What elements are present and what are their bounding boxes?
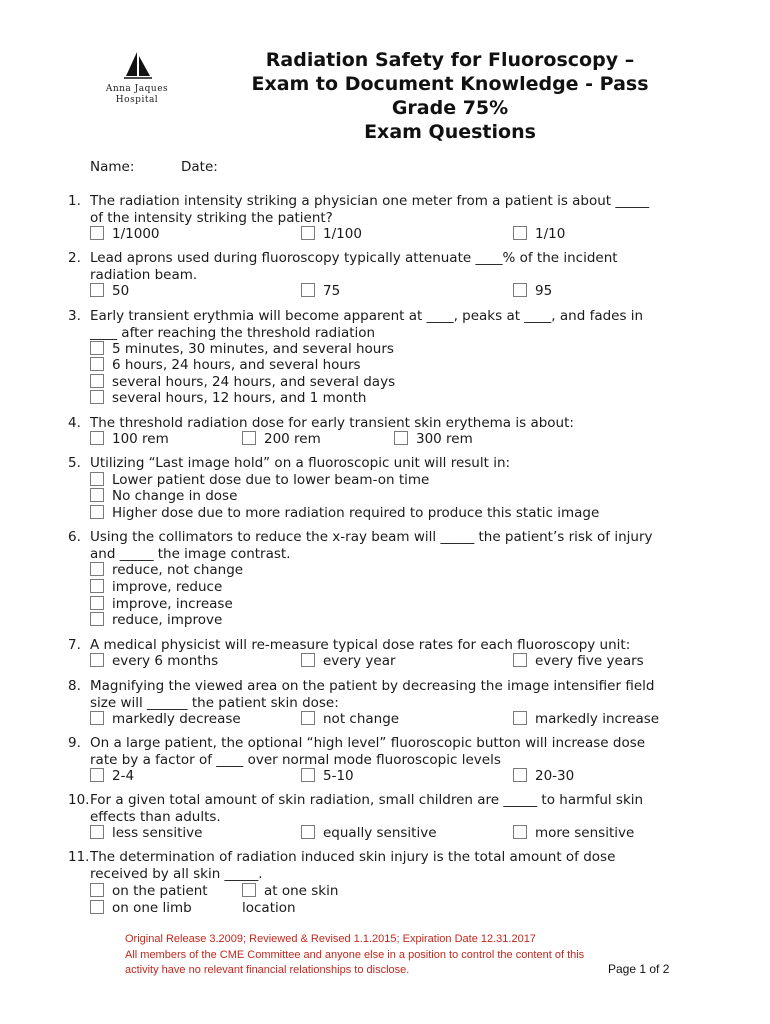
option-label: 5-10 [323,768,354,784]
checkbox[interactable] [90,612,104,626]
answer-option[interactable] [90,488,237,505]
option-label: markedly increase [535,711,660,727]
checkbox[interactable] [242,883,256,897]
question-9 [68,735,688,768]
question-5 [68,455,688,472]
question-text: received by all skin _____. [90,865,263,882]
checkbox[interactable] [90,341,104,355]
question-2 [68,250,688,283]
answer-option[interactable] [90,505,599,522]
question-number: 8. [68,678,81,694]
checkbox[interactable] [513,283,527,297]
answer-option[interactable] [513,711,659,728]
title-line-1: Radiation Safety for Fluoroscopy – [265,49,635,71]
footer-note [125,932,685,979]
question-number: 7. [68,637,81,653]
footer-line-1: Original Release 3.2009; Reviewed & Revised 1.1.2015; Expiration Date 12.31.2017 [125,933,536,945]
question-number: 6. [68,529,81,545]
answer-option[interactable] [301,711,399,728]
page-title [230,48,670,144]
date-label: Date: [181,159,218,175]
answer-option[interactable] [90,226,160,243]
option-label: 2-4 [112,768,135,784]
answer-option[interactable] [394,431,473,448]
answer-option[interactable] [90,612,222,629]
option-label-continued: location [242,900,296,916]
question-number: 10. [68,792,90,808]
option-label: 100 rem [112,431,169,447]
answer-option[interactable] [90,390,366,407]
answer-option[interactable] [301,226,362,243]
question-number: 5. [68,455,81,471]
question-number: 9. [68,735,81,751]
question-text: Early transient erythmia will become apparent at ____, peaks at ____, and fades in [90,308,644,324]
option-label: 5 minutes, 30 minutes, and several hours [112,341,394,357]
option-label: at one skin [264,883,339,899]
option-label: more sensitive [535,825,635,841]
sailboat-icon [120,50,154,82]
question-text: Lead aprons used during fluoroscopy typically attenuate ____% of the incident [90,250,618,266]
option-label: every 6 months [112,653,219,669]
checkbox[interactable] [513,768,527,782]
question-text: rate by a factor of ____ over normal mode fluoroscopic levels [90,751,501,768]
question-text: Magnifying the viewed area on the patient by decreasing the image intensifier field [90,678,655,694]
option-label: reduce, not change [112,562,244,578]
option-label: several hours, 12 hours, and 1 month [112,390,367,406]
question-text: Using the collimators to reduce the x-ray beam will _____ the patient’s risk of injury [90,529,653,545]
name-label: Name: [90,159,135,175]
answer-option[interactable] [513,768,574,785]
checkbox[interactable] [90,900,104,914]
question-text: For a given total amount of skin radiation, small children are _____ to harmful skin [90,792,644,808]
answer-option[interactable] [242,883,338,900]
answer-option[interactable] [90,653,218,670]
option-label: 95 [535,283,553,299]
option-label: 1/10 [535,226,566,242]
answer-option[interactable] [90,357,361,374]
checkbox[interactable] [513,226,527,240]
option-label: 6 hours, 24 hours, and several hours [112,357,361,373]
checkbox[interactable] [90,283,104,297]
hospital-logo [92,50,182,110]
answer-option[interactable] [90,283,129,300]
question-8 [68,678,688,711]
answer-option[interactable] [90,341,394,358]
checkbox[interactable] [90,711,104,725]
question-1 [68,193,688,226]
option-label: 300 rem [416,431,473,447]
question-number: 1. [68,193,81,209]
question-text: size will ______ the patient skin dose: [90,694,339,711]
answer-option[interactable] [90,711,241,728]
checkbox[interactable] [513,653,527,667]
question-text: The threshold radiation dose for early transient skin erythema is about: [90,415,574,431]
checkbox[interactable] [90,472,104,486]
checkbox[interactable] [90,579,104,593]
checkbox[interactable] [90,357,104,371]
checkbox[interactable] [90,488,104,502]
answer-option[interactable] [301,283,340,300]
question-text: effects than adults. [90,808,221,825]
option-label: Lower patient dose due to lower beam-on time [112,472,430,488]
question-number: 11. [68,849,90,865]
checkbox[interactable] [90,505,104,519]
question-text: of the intensity striking the patient? [90,209,333,226]
checkbox[interactable] [90,825,104,839]
option-label: several hours, 24 hours, and several days [112,374,396,390]
checkbox[interactable] [90,431,104,445]
logo-line-2: Hospital [115,95,159,105]
checkbox[interactable] [90,596,104,610]
option-label: 1/1000 [112,226,160,242]
answer-option[interactable] [242,431,321,448]
answer-option[interactable] [513,653,644,670]
answer-option[interactable] [90,374,395,391]
option-label: 200 rem [264,431,321,447]
question-11 [68,849,688,882]
question-3 [68,308,688,341]
answer-option[interactable] [90,768,134,785]
option-label: 75 [323,283,341,299]
checkbox[interactable] [513,825,527,839]
option-label: reduce, improve [112,612,223,628]
checkbox[interactable] [301,283,315,297]
question-text: Utilizing “Last image hold” on a fluoroscopic unit will result in: [90,455,511,471]
checkbox[interactable] [394,431,408,445]
question-6 [68,529,688,562]
title-line-4: Exam Questions [364,121,536,143]
option-label: No change in dose [112,488,238,504]
checkbox[interactable] [301,825,315,839]
option-label: on one limb [112,900,192,916]
checkbox[interactable] [90,883,104,897]
option-label: every five years [535,653,644,669]
question-number: 4. [68,415,81,431]
option-label: improve, reduce [112,579,223,595]
answer-option[interactable] [90,472,429,489]
footer-line-3: activity have no relevant financial relationships to disclose. [125,964,410,976]
answer-option[interactable] [90,900,192,917]
title-line-3: Grade 75% [391,97,509,119]
answer-option[interactable] [90,883,208,900]
answer-option[interactable] [513,283,552,300]
page-number: Page 1 of 2 [608,962,670,976]
checkbox[interactable] [301,226,315,240]
option-label: Higher dose due to more radiation required to produce this static image [112,505,600,521]
question-4 [68,415,688,432]
checkbox[interactable] [513,711,527,725]
option-label: improve, increase [112,596,233,612]
checkbox[interactable] [90,653,104,667]
checkbox[interactable] [301,711,315,725]
answer-option[interactable] [301,825,437,842]
answer-option[interactable] [90,431,169,448]
question-10 [68,792,688,825]
question-text: The radiation intensity striking a physician one meter from a patient is about _____ [90,193,650,209]
answer-option[interactable] [301,768,354,785]
answer-option[interactable] [513,226,565,243]
logo-line-1: Anna Jaques [105,84,169,94]
checkbox[interactable] [90,562,104,576]
question-text: On a large patient, the optional “high level” fluoroscopic button will increase dose [90,735,646,751]
option-label: less sensitive [112,825,203,841]
question-text: ____ after reaching the threshold radiation [90,324,376,341]
answer-option[interactable] [90,579,222,596]
checkbox[interactable] [301,653,315,667]
option-label: 1/100 [323,226,362,242]
question-number: 2. [68,250,81,266]
checkbox[interactable] [301,768,315,782]
checkbox[interactable] [242,431,256,445]
answer-option[interactable] [513,825,634,842]
option-label: every year [323,653,396,669]
checkbox[interactable] [90,768,104,782]
checkbox[interactable] [90,226,104,240]
answer-option[interactable] [301,653,396,670]
option-label: markedly decrease [112,711,241,727]
question-7 [68,637,688,654]
answer-option[interactable] [90,596,233,613]
option-label: 20-30 [535,768,575,784]
answer-option[interactable] [90,825,202,842]
question-text: radiation beam. [90,266,198,283]
option-label: on the patient [112,883,208,899]
title-line-2: Exam to Document Knowledge - Pass [251,73,649,95]
checkbox[interactable] [90,374,104,388]
question-text: and _____ the image contrast. [90,545,291,562]
option-label: equally sensitive [323,825,437,841]
footer-line-2: All members of the CME Committee and anyone else in a position to control the content of this [125,948,585,961]
question-text: The determination of radiation induced skin injury is the total amount of dose [90,849,616,865]
option-label: 50 [112,283,130,299]
option-label: not change [323,711,400,727]
question-text: A medical physicist will re-measure typical dose rates for each fluoroscopy unit: [90,637,631,653]
checkbox[interactable] [90,390,104,404]
question-number: 3. [68,308,81,324]
answer-option[interactable] [90,562,243,579]
